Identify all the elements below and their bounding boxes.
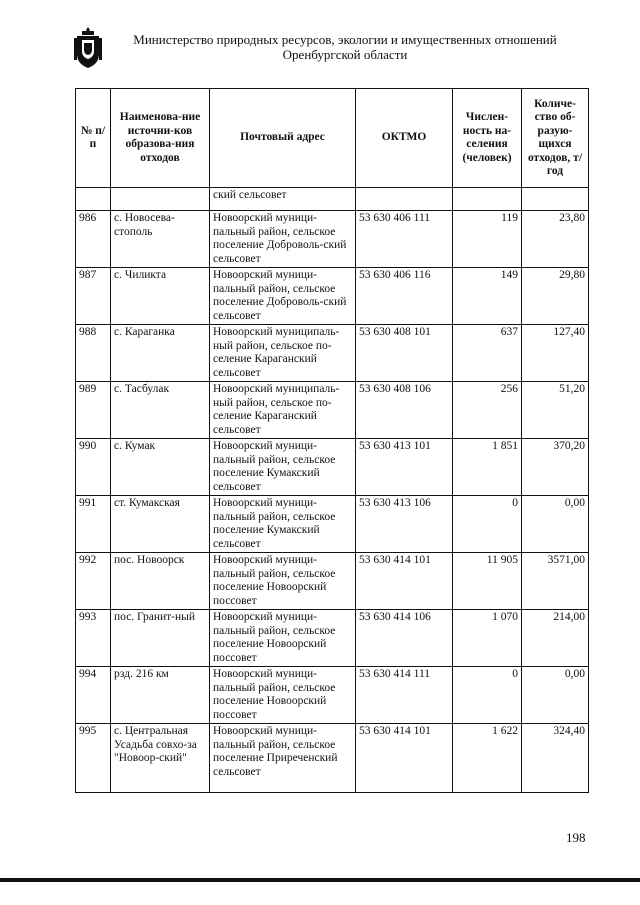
cell-population: 149: [453, 268, 522, 325]
col-header-population: Числен-ность на-селения (человек): [453, 89, 522, 188]
table-row: [76, 610, 589, 667]
table-row: [76, 667, 589, 724]
ministry-line-1: Министерство природных ресурсов, экологии и имущественных отношений: [133, 32, 557, 47]
cell-population: 1 851: [453, 439, 522, 496]
cell-oktmo: 53 630 413 101: [356, 439, 453, 496]
cell-source-name: рзд. 216 км: [111, 667, 210, 724]
table-header-row: [76, 89, 589, 188]
cell-source-name: с. Караганка: [111, 325, 210, 382]
cell-address: Новоорский муници-пальный район, сельское поселение Кумакский сельсовет: [210, 439, 356, 496]
cell-number: 989: [76, 382, 111, 439]
cell-population: 256: [453, 382, 522, 439]
cell-address: Новоорский муници-пальный район, сельское поселение Новоорский поссовет: [210, 667, 356, 724]
cell-oktmo: 53 630 406 111: [356, 211, 453, 268]
cell-waste: 0,00: [522, 496, 589, 553]
cell-waste: 127,40: [522, 325, 589, 382]
cell-number: 993: [76, 610, 111, 667]
cell-oktmo: 53 630 406 116: [356, 268, 453, 325]
cell-address: Новоорский муници-пальный район, сельское поселение Доброволь-ский сельсовет: [210, 211, 356, 268]
ministry-line-2: Оренбургской области: [282, 47, 408, 62]
cell-waste: 370,20: [522, 439, 589, 496]
cell-number: 991: [76, 496, 111, 553]
cell-oktmo: 53 630 408 106: [356, 382, 453, 439]
cell-address: Новоорский муници-пальный район, сельское поселение Доброволь-ский сельсовет: [210, 268, 356, 325]
table-row: [76, 724, 589, 793]
cell-oktmo: 53 630 414 101: [356, 553, 453, 610]
cell-population: 1 622: [453, 724, 522, 793]
cell-oktmo: 53 630 414 101: [356, 724, 453, 793]
cell-oktmo: 53 630 414 106: [356, 610, 453, 667]
cell-address: Новоорский муниципаль-ный район, сельское по-селение Караганский сельсовет: [210, 382, 356, 439]
cell-source-name: с. Чиликта: [111, 268, 210, 325]
table-row: [76, 268, 589, 325]
cell-population: 1 070: [453, 610, 522, 667]
cell-waste: 29,80: [522, 268, 589, 325]
cell-address: Новоорский муници-пальный район, сельское поселение Приреченский сельсовет: [210, 724, 356, 793]
cell-source-name: с. Центральная Усадьба совхо-за "Новоор-ский": [111, 724, 210, 793]
cell-oktmo: 53 630 408 101: [356, 325, 453, 382]
col-header-source-name: Наименова-ние источни-ков образова-ния отходов: [111, 89, 210, 188]
table-row: [76, 382, 589, 439]
cell-number: 987: [76, 268, 111, 325]
col-header-number: № п/п: [76, 89, 111, 188]
cell-waste: 324,40: [522, 724, 589, 793]
cell-waste: 214,00: [522, 610, 589, 667]
col-header-address: Почтовый адрес: [210, 89, 356, 188]
table-row: [76, 439, 589, 496]
cell-source-name: с. Тасбулак: [111, 382, 210, 439]
cell-number: 986: [76, 211, 111, 268]
cell-waste: 0,00: [522, 667, 589, 724]
cell-population: 119: [453, 211, 522, 268]
cell-source-name: пос. Гранит-ный: [111, 610, 210, 667]
cell-oktmo: 53 630 414 111: [356, 667, 453, 724]
cell-number: 990: [76, 439, 111, 496]
table-row-continuation: [76, 188, 589, 211]
bottom-rule: [0, 878, 640, 882]
cell-population: 637: [453, 325, 522, 382]
col-header-oktmo: ОКТМО: [356, 89, 453, 188]
cell-address: Новоорский муниципаль-ный район, сельское по-селение Караганский сельсовет: [210, 325, 356, 382]
table-row: [76, 211, 589, 268]
cell-address: Новоорский муници-пальный район, сельское поселение Новоорский поссовет: [210, 553, 356, 610]
col-header-waste: Количе-ство об-разую-щихся отходов, т/год: [522, 89, 589, 188]
cell-oktmo: 53 630 413 106: [356, 496, 453, 553]
cell-address: Новоорский муници-пальный район, сельское поселение Кумакский сельсовет: [210, 496, 356, 553]
cell-source-name: пос. Новоорск: [111, 553, 210, 610]
cell-population: 0: [453, 667, 522, 724]
cell-source-name: ст. Кумакская: [111, 496, 210, 553]
cell-population: 0: [453, 496, 522, 553]
cell-source-name: с. Новосева-стополь: [111, 211, 210, 268]
ministry-name: [120, 32, 570, 62]
cell-number: 994: [76, 667, 111, 724]
cell-number: 992: [76, 553, 111, 610]
page-number: 198: [566, 830, 586, 845]
cell-number: 995: [76, 724, 111, 793]
table-row: [76, 553, 589, 610]
coat-of-arms-icon: [73, 26, 103, 70]
continuation-text: ский сельсовет: [210, 188, 356, 211]
cell-source-name: с. Кумак: [111, 439, 210, 496]
cell-waste: 3571,00: [522, 553, 589, 610]
table-row: [76, 496, 589, 553]
cell-waste: 23,80: [522, 211, 589, 268]
cell-population: 11 905: [453, 553, 522, 610]
table-row: [76, 325, 589, 382]
cell-waste: 51,20: [522, 382, 589, 439]
cell-number: 988: [76, 325, 111, 382]
waste-sources-table: [75, 88, 589, 793]
cell-address: Новоорский муници-пальный район, сельское поселение Новоорский поссовет: [210, 610, 356, 667]
